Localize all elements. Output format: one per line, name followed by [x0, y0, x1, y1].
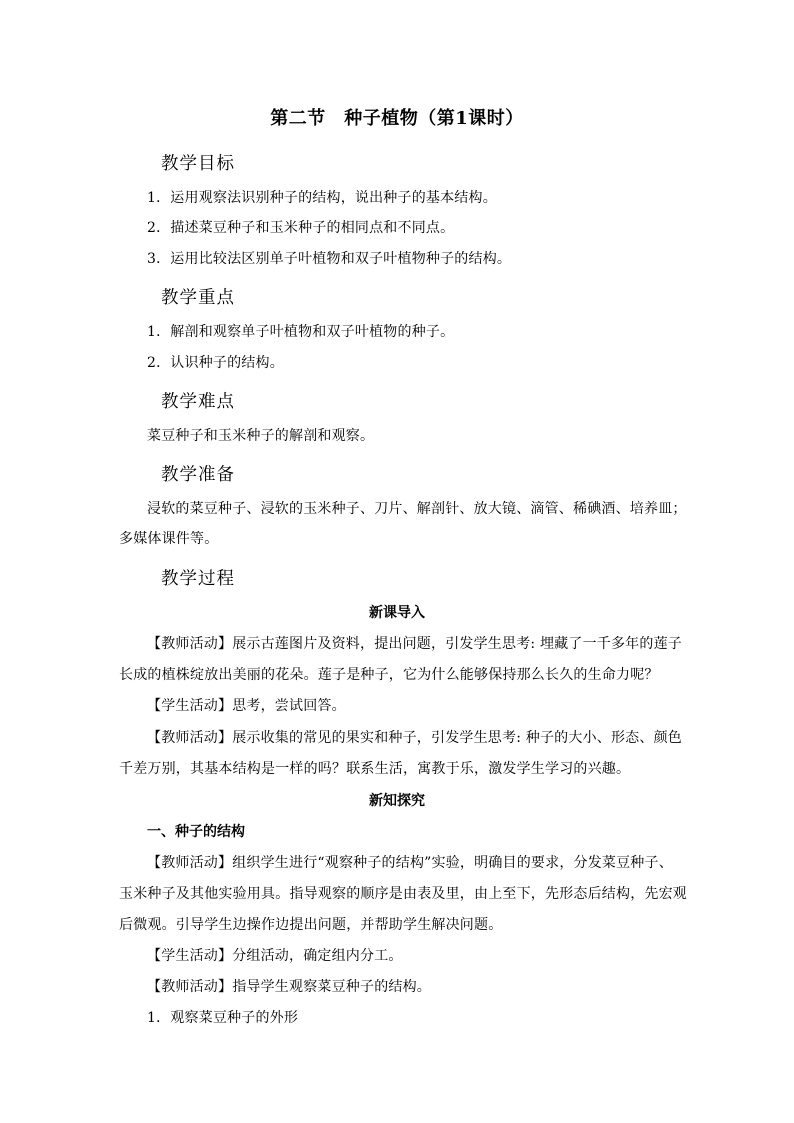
explore-line: 【学生活动】分组活动，确定组内分工。 — [147, 948, 403, 964]
intro-line: 【教师活动】展示收集的常见的果实和种子，引发学生思考: 种子的大小、形态、颜色 — [147, 730, 682, 746]
key-points-heading: 教学重点 — [161, 288, 235, 308]
objective-item: 3．运用比较法区别单子叶植物和双子叶植物种子的结构。 — [147, 251, 512, 267]
explore-line: 【教师活动】指导学生观察菜豆种子的结构。 — [147, 979, 431, 995]
preparation-line: 多媒体课件等。 — [119, 531, 219, 547]
objectives-heading: 教学目标 — [161, 154, 235, 174]
preparation-heading: 教学准备 — [161, 465, 235, 485]
intro-line: 长成的植株绽放出美丽的花朵。莲子是种子，它为什么能够保持那么长久的生命力呢？ — [119, 667, 659, 683]
objective-item: 1．运用观察法识别种子的结构，说出种子的基本结构。 — [147, 190, 497, 206]
explore-line: 后微观。引导学生边操作边提出问题，并帮助学生解决问题。 — [119, 917, 503, 933]
structure-subheading: 一、种子的结构 — [147, 824, 245, 840]
explore-heading: 新知探究 — [369, 793, 425, 809]
difficulties-text: 菜豆种子和玉米种子的解剖和观察。 — [147, 428, 375, 444]
explore-line: 【教师活动】组织学生进行“观察种子的结构”实验，明确目的要求，分发菜豆种子、 — [147, 855, 673, 871]
intro-line: 【教师活动】展示古莲图片及资料，提出问题，引发学生思考: 埋藏了一千多年的莲子 — [147, 636, 682, 652]
explore-line: 玉米种子及其他实验用具。指导观察的顺序是由表及里，由上至下，先形态后结构，先宏观 — [119, 886, 687, 902]
objective-item: 2．描述菜豆种子和玉米种子的相同点和不同点。 — [147, 220, 455, 236]
difficulties-heading: 教学难点 — [161, 392, 235, 412]
key-point-item: 2．认识种子的结构。 — [147, 355, 284, 371]
lesson-title: 第二节 种子植物（第1课时） — [270, 108, 524, 129]
explore-line: 1．观察菜豆种子的外形 — [147, 1010, 299, 1026]
intro-line: 【学生活动】思考，尝试回答。 — [147, 698, 346, 714]
process-heading: 教学过程 — [161, 569, 235, 589]
intro-line: 千差万别，其基本结构是一样的吗？联系生活，寓教于乐，激发学生学习的兴趣。 — [119, 761, 631, 777]
preparation-line: 浸软的菜豆种子、浸软的玉米种子、刀片、解剖针、放大镜、滴管、稀碘酒、培养皿； — [147, 501, 687, 517]
intro-heading: 新课导入 — [369, 605, 425, 621]
key-point-item: 1．解剖和观察单子叶植物和双子叶植物的种子。 — [147, 324, 455, 340]
